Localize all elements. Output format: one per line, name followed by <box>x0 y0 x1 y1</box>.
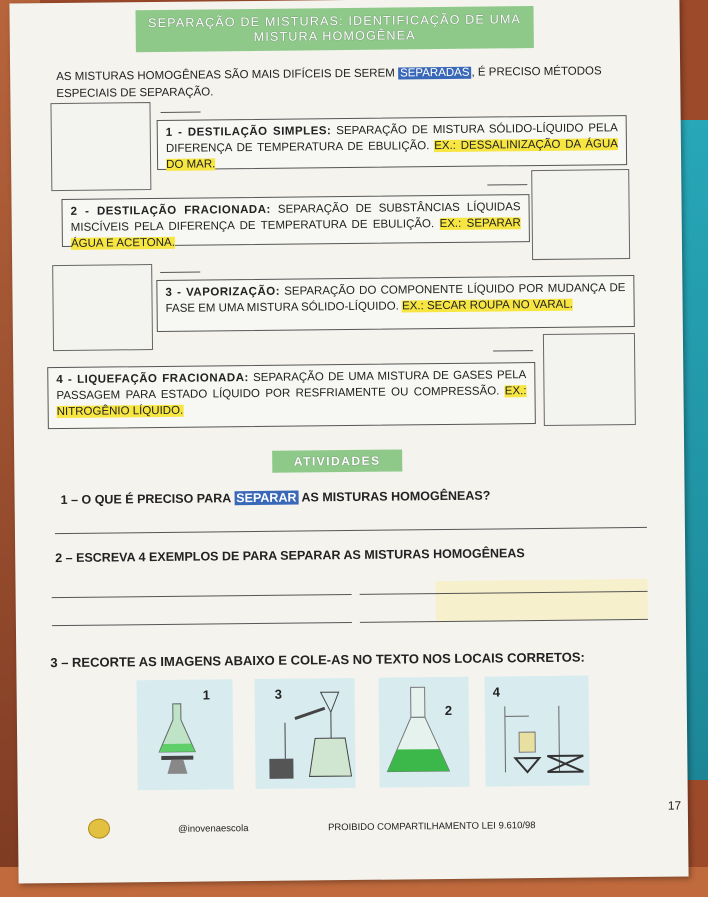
figure-4-number: 4 <box>492 684 500 700</box>
question-1: 1 – O QUE É PRECISO PARA SEPARAR AS MISTURAS HOMOGÊNEAS? <box>60 488 491 508</box>
distillation-apparatus-icon <box>254 678 355 789</box>
figure-3-number: 3 <box>274 686 282 702</box>
method-2-example: EX.: SEPARAR ÁGUA E ACETONA. <box>70 217 521 250</box>
figure-1[interactable] <box>137 679 234 790</box>
method-3-heading: 3 - VAPORIZAÇÃO: <box>165 285 281 299</box>
method-4-example: EX.: NITROGÊNIO LÍQUIDO. <box>56 385 527 419</box>
method-box-4 <box>47 362 536 429</box>
method-1-example: EX.: DESSALINIZAÇÃO DA ÁGUA DO MAR. <box>166 138 618 171</box>
method-4-heading: 4 - LIQUEFAÇÃO FRACIONADA: <box>56 372 249 387</box>
method-3-example: EX.: SECAR ROUPA NO VARAL. <box>401 298 573 313</box>
answer-line-2c[interactable] <box>52 622 352 626</box>
method-box-2 <box>61 194 529 250</box>
answer-line-2d[interactable] <box>360 619 648 623</box>
cutout-figures <box>17 674 688 793</box>
arrow-3 <box>160 272 200 273</box>
activities-title: ATIVIDADES <box>272 449 402 472</box>
arrow-4 <box>493 350 533 351</box>
image-slot-2[interactable] <box>531 169 630 260</box>
method-box-1 <box>157 115 627 170</box>
figure-3[interactable] <box>254 678 355 789</box>
intro-paragraph <box>56 63 646 103</box>
highlight-residue <box>435 579 647 621</box>
erlenmeyer-flask-icon <box>378 677 469 788</box>
footer-handle: @inovenaescola <box>178 823 249 835</box>
question-1-highlight: SEPARAR <box>236 490 297 506</box>
arrow-2 <box>487 184 527 185</box>
title-line-2: MISTURA HOMOGÊNEA <box>253 28 416 44</box>
question-2: 2 – ESCREVA 4 EXEMPLOS DE PARA SEPARAR AS MISTURAS HOMOGÊNEAS <box>55 546 525 566</box>
image-slot-3[interactable] <box>52 264 153 351</box>
method-2-heading: 2 - DESTILAÇÃO FRACIONADA: <box>70 203 271 218</box>
flask-burner-icon <box>137 679 234 790</box>
figure-2[interactable] <box>378 677 469 788</box>
question-3: 3 – RECORTE AS IMAGENS ABAIXO E COLE-AS NO TEXTO NOS LOCAIS CORRETOS: <box>50 649 585 671</box>
method-4-text: SEPARAÇÃO DE UMA MISTURA DE GASES PELA PASSAGEM PARA ESTADO LÍQUIDO POR RESFRIAMENTE OU COMPRESSÃO. <box>56 369 527 403</box>
image-slot-1[interactable] <box>50 102 151 191</box>
figure-2-number: 2 <box>444 702 453 719</box>
method-box-3 <box>156 275 635 332</box>
title-line-1: SEPARAÇÃO DE MISTURAS: IDENTIFICAÇÃO DE UMA <box>148 12 522 31</box>
owl-logo-icon <box>88 819 110 839</box>
method-3-text: SEPARAÇÃO DO COMPONENTE LÍQUIDO POR MUDANÇA DE FASE EM UMA MISTURA SÓLIDO-LÍQUIDO. <box>165 282 626 315</box>
arrow-1 <box>161 112 201 113</box>
figure-4[interactable] <box>484 676 589 787</box>
method-2-text: SEPARAÇÃO DE SUBSTÂNCIAS LÍQUIDAS MISCÍVEIS PELA DIFERENÇA DE TEMPERATURA DE EBULIÇÃO. <box>70 201 521 234</box>
method-1-heading: 1 - DESTILAÇÃO SIMPLES: <box>165 125 332 139</box>
image-slot-4[interactable] <box>543 333 636 426</box>
intro-highlight: SEPARADAS <box>399 66 470 80</box>
intro-text-1: AS MISTURAS HOMOGÊNEAS SÃO MAIS DIFÍCEIS DE SEREM <box>56 67 399 84</box>
footer-notice: PROIBIDO COMPARTILHAMENTO LEI 9.610/98 <box>328 820 536 834</box>
answer-line-2a[interactable] <box>52 594 352 598</box>
answer-line-1[interactable] <box>55 527 647 534</box>
page-number: 17 <box>667 798 682 813</box>
figure-1-number: 1 <box>202 687 210 703</box>
worksheet-page <box>9 0 688 883</box>
heating-stand-icon <box>484 676 589 787</box>
method-1-text: SEPARAÇÃO DE MISTURA SÓLIDO-LÍQUIDO PELA DIFERENÇA DE TEMPERATURA DE EBULIÇÃO. <box>165 122 618 155</box>
intro-text-2: , É PRECISO MÉTODOS ESPECIAIS DE SEPARAÇÃO. <box>56 65 602 101</box>
page-title <box>135 6 533 52</box>
